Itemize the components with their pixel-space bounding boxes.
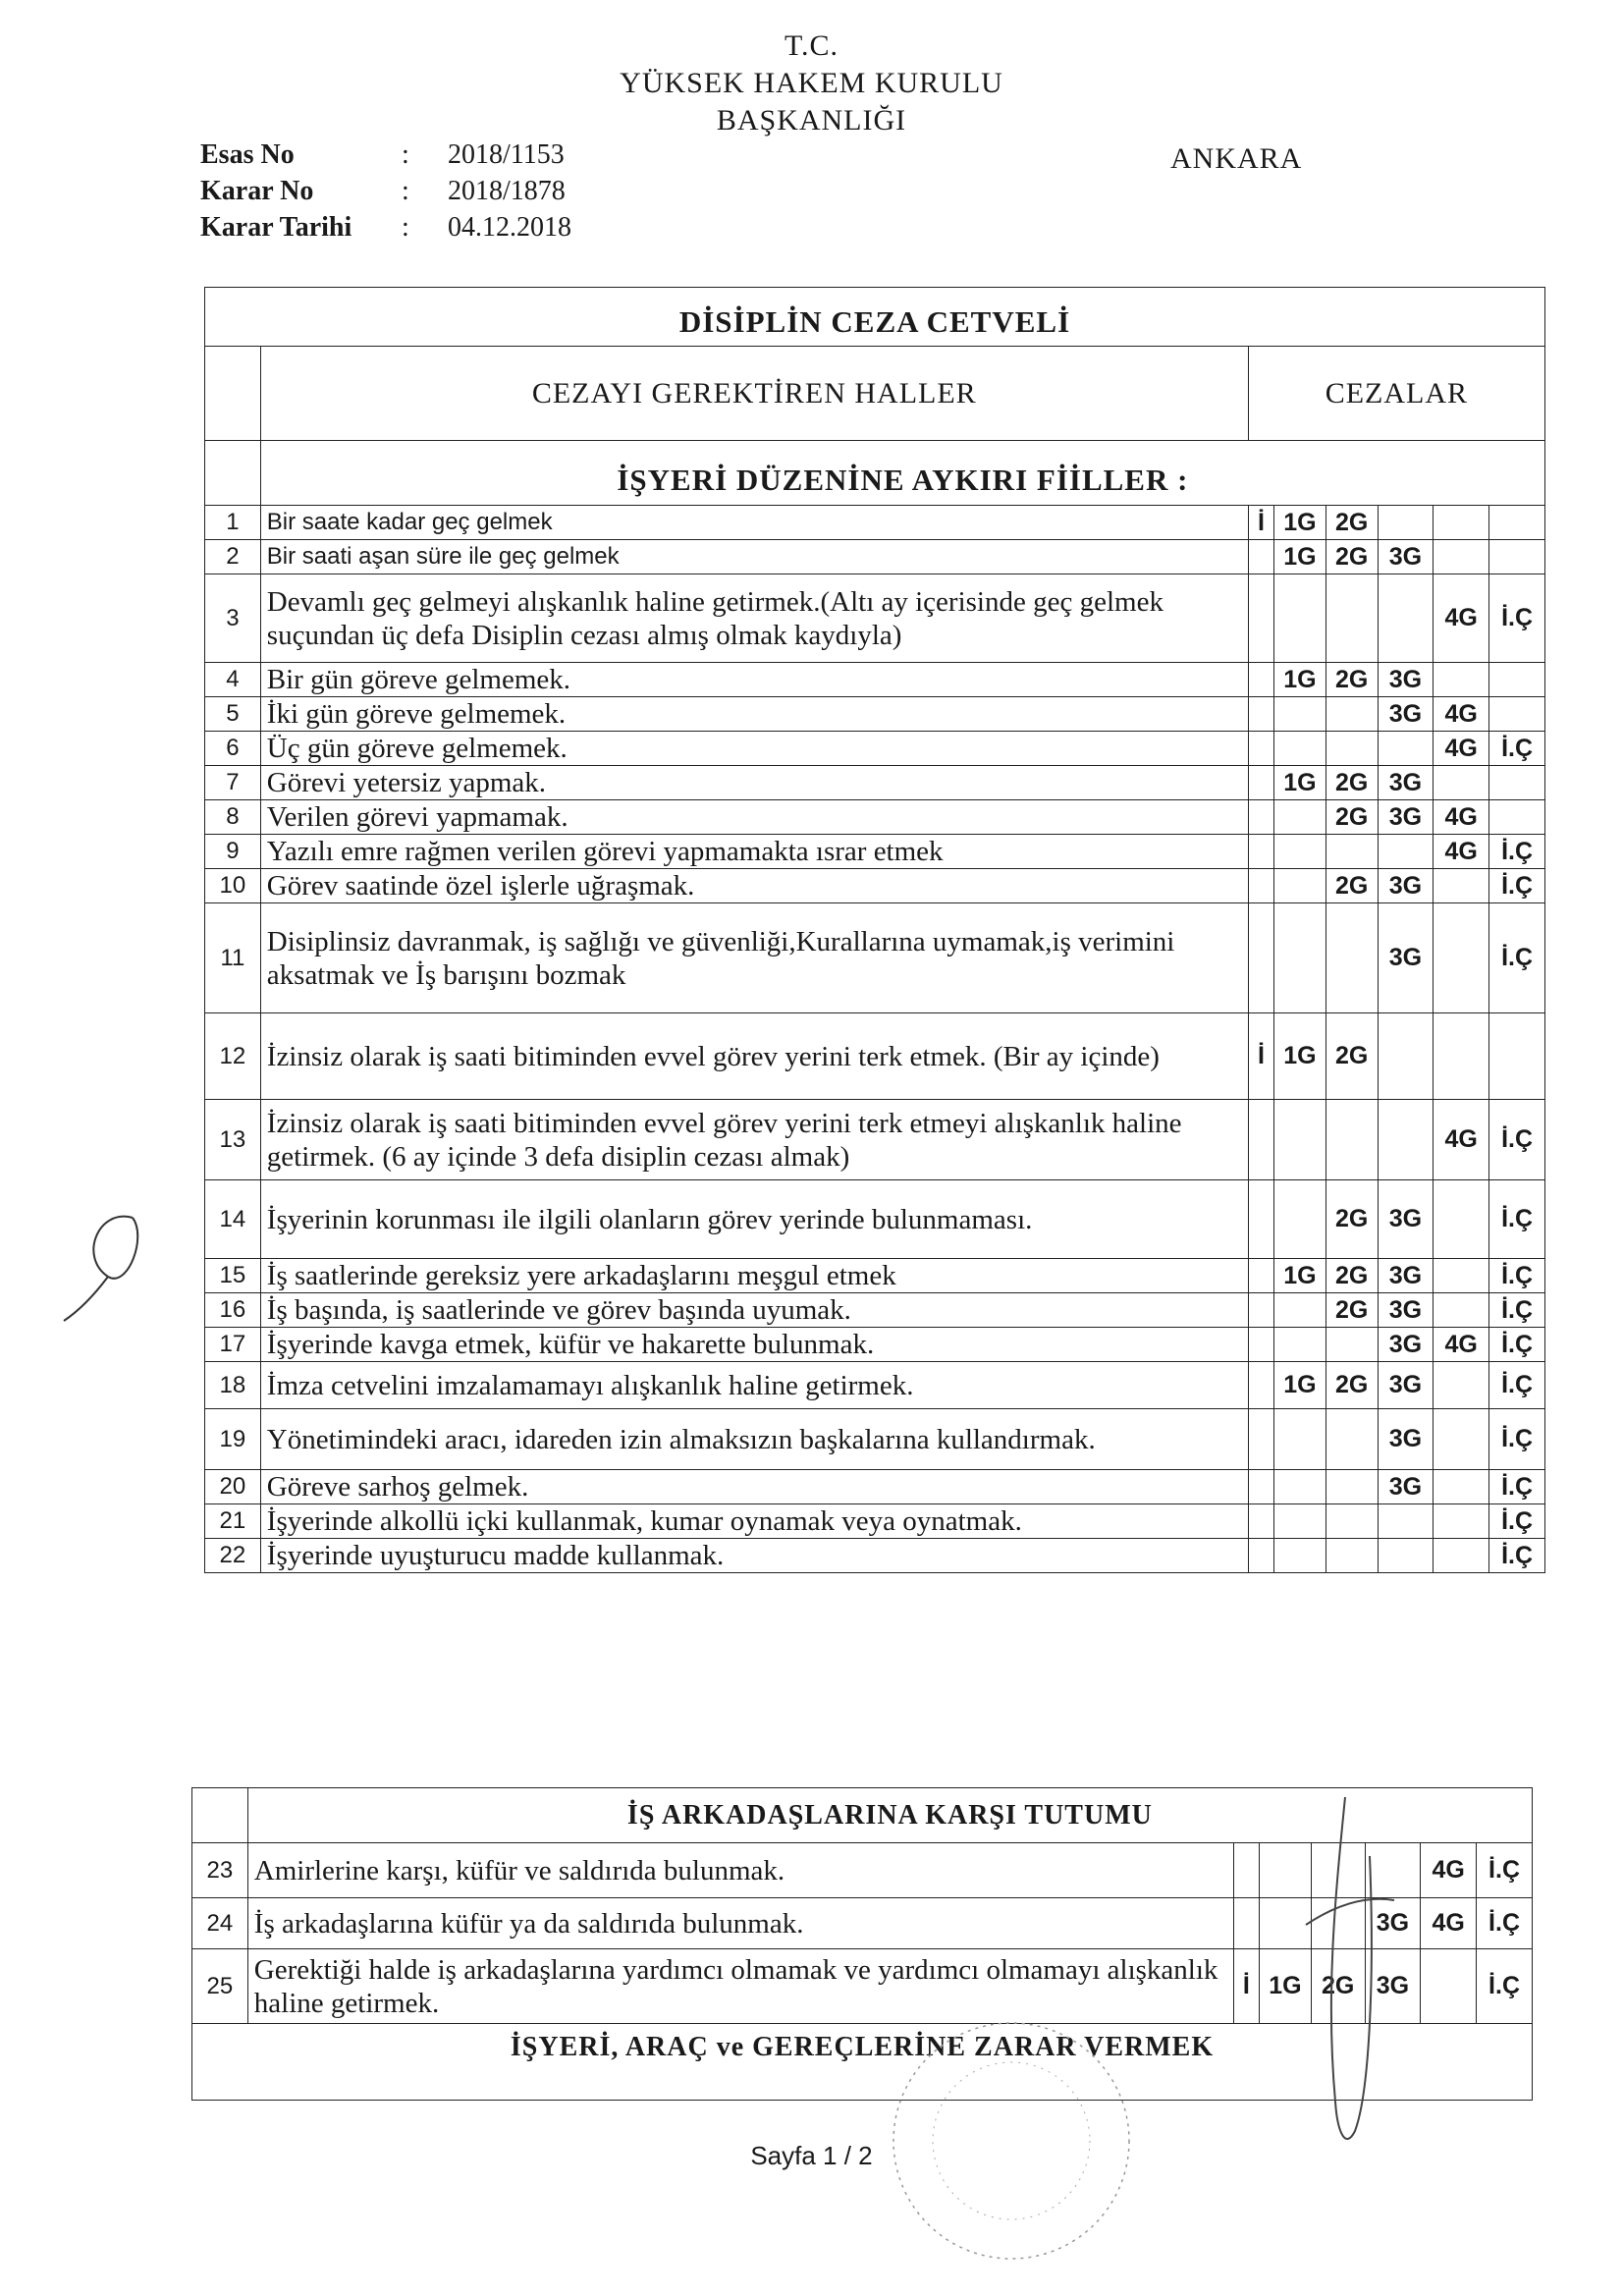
penalty-cell bbox=[1325, 1539, 1378, 1573]
penalty-cell bbox=[1378, 1539, 1434, 1573]
row-number: 14 bbox=[205, 1180, 261, 1259]
penalty-cell bbox=[1274, 697, 1326, 732]
penalty-cell: İ.Ç bbox=[1489, 574, 1545, 663]
penalty-cell bbox=[1325, 1100, 1378, 1180]
table-row bbox=[205, 1362, 1545, 1409]
penalty-cell: İ.Ç bbox=[1489, 1504, 1545, 1539]
penalty-cell bbox=[1489, 1013, 1545, 1100]
page-number: Sayfa 1 / 2 bbox=[750, 2141, 873, 2170]
penalty-cell: 4G bbox=[1421, 1898, 1477, 1949]
penalty-cell: 2G bbox=[1325, 869, 1378, 903]
penalty-cell bbox=[1248, 1293, 1273, 1328]
penalty-cell: İ.Ç bbox=[1489, 835, 1545, 869]
row-description: İzinsiz olarak iş saati bitiminden evvel görev yerini terk etmeyi alışkanlık haline getirmek. (6 ay içinde 3 defa disiplin cezası almak) bbox=[260, 1100, 1248, 1180]
penalty-cell: 4G bbox=[1421, 1843, 1477, 1898]
row-description: Görevi yetersiz yapmak. bbox=[260, 766, 1248, 800]
row-number: 8 bbox=[205, 800, 261, 835]
penalty-cell: 4G bbox=[1434, 1328, 1489, 1362]
row-description: Yazılı emre rağmen verilen görevi yapmamakta ısrar etmek bbox=[260, 835, 1248, 869]
penalty-cell bbox=[1434, 663, 1489, 697]
table-row bbox=[205, 835, 1545, 869]
table-row bbox=[205, 1409, 1545, 1470]
penalty-cell bbox=[1248, 732, 1273, 766]
penalty-cell bbox=[1378, 1013, 1434, 1100]
penalty-cell bbox=[1274, 1293, 1326, 1328]
header-presidency: BAŞKANLIĞI bbox=[716, 104, 907, 137]
penalty-cell bbox=[1434, 1293, 1489, 1328]
penalty-cell: İ.Ç bbox=[1477, 1843, 1533, 1898]
row-number: 24 bbox=[192, 1898, 248, 1949]
row-number: 15 bbox=[205, 1259, 261, 1293]
penalty-cell: 4G bbox=[1434, 1100, 1489, 1180]
penalty-cell: İ.Ç bbox=[1489, 1470, 1545, 1504]
penalty-cell: 2G bbox=[1311, 1949, 1365, 2024]
penalty-cell: 3G bbox=[1378, 1328, 1434, 1362]
meta-key: Karar No bbox=[200, 176, 314, 206]
penalty-cell: İ.Ç bbox=[1489, 1539, 1545, 1573]
penalty-cell bbox=[1248, 1504, 1273, 1539]
meta-value: 2018/1878 bbox=[448, 176, 566, 206]
penalty-cell bbox=[1248, 869, 1273, 903]
penalty-cell: 3G bbox=[1378, 1362, 1434, 1409]
table-title: DİSİPLİN CEZA CETVELİ bbox=[205, 288, 1545, 347]
section-empty-cell bbox=[205, 441, 261, 506]
penalty-cell: 3G bbox=[1378, 1293, 1434, 1328]
penalty-cell bbox=[1248, 540, 1273, 574]
header-city: ANKARA bbox=[1170, 142, 1303, 175]
penalty-cell: 3G bbox=[1378, 869, 1434, 903]
penalty-cell: 4G bbox=[1434, 574, 1489, 663]
penalty-cell: İ bbox=[1248, 1013, 1273, 1100]
penalty-cell bbox=[1274, 869, 1326, 903]
row-number: 12 bbox=[205, 1013, 261, 1100]
table-row bbox=[205, 1293, 1545, 1328]
penalty-cell bbox=[1434, 1470, 1489, 1504]
section-title-workplace-order: İŞYERİ DÜZENİNE AYKIRI FİİLLER : bbox=[260, 441, 1544, 506]
row-description: İş başında, iş saatlerinde ve görev başında uyumak. bbox=[260, 1293, 1248, 1328]
penalty-cell bbox=[1274, 903, 1326, 1013]
penalty-cell: 2G bbox=[1325, 1259, 1378, 1293]
table-row bbox=[205, 869, 1545, 903]
penalty-cell: 1G bbox=[1274, 1362, 1326, 1409]
row-number: 4 bbox=[205, 663, 261, 697]
penalty-cell: İ.Ç bbox=[1489, 903, 1545, 1013]
row-description: Verilen görevi yapmamak. bbox=[260, 800, 1248, 835]
penalty-cell: İ.Ç bbox=[1489, 1293, 1545, 1328]
table-row bbox=[205, 1504, 1545, 1539]
row-description: İşyerinde uyuşturucu madde kullanmak. bbox=[260, 1539, 1248, 1573]
meta-colon: : bbox=[402, 176, 409, 206]
row-number: 25 bbox=[192, 1949, 248, 2024]
signature-icon bbox=[1276, 1777, 1434, 2190]
penalty-cell bbox=[1248, 1328, 1273, 1362]
penalty-cell bbox=[1434, 903, 1489, 1013]
row-description: Görev saatinde özel işlerle uğraşmak. bbox=[260, 869, 1248, 903]
penalty-cell bbox=[1325, 903, 1378, 1013]
penalty-cell: 3G bbox=[1378, 1470, 1434, 1504]
penalty-cell: 3G bbox=[1378, 1180, 1434, 1259]
row-description: Bir gün göreve gelmemek. bbox=[260, 663, 1248, 697]
table-row bbox=[205, 1180, 1545, 1259]
row-description: Üç gün göreve gelmemek. bbox=[260, 732, 1248, 766]
meta-colon: : bbox=[402, 139, 409, 170]
penalty-cell bbox=[1274, 574, 1326, 663]
penalty-cell: 3G bbox=[1378, 800, 1434, 835]
row-number: 3 bbox=[205, 574, 261, 663]
penalty-cell: 3G bbox=[1378, 1409, 1434, 1470]
penalty-cell bbox=[1489, 697, 1545, 732]
penalty-cell: 4G bbox=[1434, 732, 1489, 766]
meta-esas-no bbox=[200, 139, 691, 173]
row-description: İmza cetvelini imzalamamayı alışkanlık haline getirmek. bbox=[260, 1362, 1248, 1409]
section-title-damage: İŞYERİ, ARAÇ ve GEREÇLERİNE ZARAR VERMEK bbox=[192, 2024, 1533, 2101]
penalty-cell: 1G bbox=[1274, 1013, 1326, 1100]
stamp-icon bbox=[864, 2003, 1159, 2278]
row-number: 13 bbox=[205, 1100, 261, 1180]
penalty-cell bbox=[1233, 1898, 1259, 1949]
row-number: 19 bbox=[205, 1409, 261, 1470]
penalty-cell: 2G bbox=[1325, 506, 1378, 540]
table-row bbox=[205, 574, 1545, 663]
row-number: 6 bbox=[205, 732, 261, 766]
penalty-cell bbox=[1378, 506, 1434, 540]
penalty-cell bbox=[1434, 1259, 1489, 1293]
penalty-cell bbox=[1248, 697, 1273, 732]
penalty-cell bbox=[1434, 506, 1489, 540]
penalty-cell: 1G bbox=[1274, 506, 1326, 540]
penalty-cell bbox=[1489, 766, 1545, 800]
row-description: İşyerinde kavga etmek, küfür ve hakarette bulunmak. bbox=[260, 1328, 1248, 1362]
penalty-cell: 3G bbox=[1378, 663, 1434, 697]
penalty-cell bbox=[1274, 1100, 1326, 1180]
penalty-cell bbox=[1378, 1504, 1434, 1539]
penalty-cell bbox=[1248, 800, 1273, 835]
row-description: Amirlerine karşı, küfür ve saldırıda bulunmak. bbox=[247, 1843, 1233, 1898]
penalty-cell: 4G bbox=[1434, 697, 1489, 732]
table-row bbox=[205, 1539, 1545, 1573]
penalty-cell: 2G bbox=[1325, 663, 1378, 697]
penalty-cell bbox=[1325, 574, 1378, 663]
header-institution: YÜKSEK HAKEM KURULU bbox=[620, 67, 1003, 99]
column-header-cases: CEZAYI GEREKTİREN HALLER bbox=[260, 347, 1248, 441]
penalty-cell: İ.Ç bbox=[1489, 869, 1545, 903]
penalty-cell: 1G bbox=[1274, 663, 1326, 697]
penalty-cell: İ bbox=[1233, 1949, 1259, 2024]
penalty-cell: İ.Ç bbox=[1489, 1362, 1545, 1409]
penalty-cell bbox=[1434, 1013, 1489, 1100]
penalty-cell bbox=[1248, 663, 1273, 697]
penalty-cell bbox=[1378, 835, 1434, 869]
meta-colon: : bbox=[402, 212, 409, 243]
row-description: İş arkadaşlarına küfür ya da saldırıda bulunmak. bbox=[247, 1898, 1233, 1949]
penalty-cell: İ.Ç bbox=[1489, 1409, 1545, 1470]
penalty-cell bbox=[1489, 663, 1545, 697]
penalty-cell bbox=[1325, 1409, 1378, 1470]
penalty-cell: 2G bbox=[1325, 1013, 1378, 1100]
penalty-cell: 3G bbox=[1378, 766, 1434, 800]
penalty-cell bbox=[1233, 1843, 1259, 1898]
penalty-cell: 3G bbox=[1378, 903, 1434, 1013]
meta-karar-tarihi bbox=[200, 212, 691, 246]
column-header-penalties: CEZALAR bbox=[1248, 347, 1544, 441]
penalty-cell: 3G bbox=[1378, 697, 1434, 732]
meta-value: 2018/1153 bbox=[448, 139, 565, 170]
penalty-cell bbox=[1434, 540, 1489, 574]
table-row bbox=[205, 903, 1545, 1013]
table-row bbox=[205, 697, 1545, 732]
penalty-cell bbox=[1434, 1409, 1489, 1470]
table-row bbox=[205, 1013, 1545, 1100]
row-description: Gerektiği halde iş arkadaşlarına yardımcı olmamak ve yardımcı olmamayı alışkanlık haline getirmek. bbox=[247, 1949, 1233, 2024]
row-description: İşyerinde alkollü içki kullanmak, kumar oynamak veya oynatmak. bbox=[260, 1504, 1248, 1539]
penalty-cell: 2G bbox=[1325, 1180, 1378, 1259]
penalty-cell: 2G bbox=[1325, 1293, 1378, 1328]
penalty-cell bbox=[1248, 1470, 1273, 1504]
penalty-cell bbox=[1325, 1470, 1378, 1504]
row-description: İşyerinin korunması ile ilgili olanların görev yerinde bulunmaması. bbox=[260, 1180, 1248, 1259]
penalty-cell: İ.Ç bbox=[1489, 1328, 1545, 1362]
penalty-cell: 1G bbox=[1274, 766, 1326, 800]
penalty-cell: 4G bbox=[1434, 800, 1489, 835]
penalty-cell bbox=[1325, 697, 1378, 732]
meta-karar-no bbox=[200, 176, 691, 209]
row-description: İki gün göreve gelmemek. bbox=[260, 697, 1248, 732]
row-number: 2 bbox=[205, 540, 261, 574]
penalty-cell bbox=[1248, 1409, 1273, 1470]
penalty-cell bbox=[1248, 1100, 1273, 1180]
row-description: Bir saate kadar geç gelmek bbox=[260, 506, 1248, 540]
table-row bbox=[205, 506, 1545, 540]
penalty-cell bbox=[1274, 800, 1326, 835]
section-title-colleagues: İŞ ARKADAŞLARINA KARŞI TUTUMU bbox=[247, 1788, 1532, 1843]
row-number: 7 bbox=[205, 766, 261, 800]
penalty-cell bbox=[1325, 1504, 1378, 1539]
penalty-cell bbox=[1274, 1180, 1326, 1259]
row-description: İzinsiz olarak iş saati bitiminden evvel görev yerini terk etmek. (Bir ay içinde) bbox=[260, 1013, 1248, 1100]
penalty-cell bbox=[1248, 1539, 1273, 1573]
penalty-cell: 3G bbox=[1378, 540, 1434, 574]
meta-key: Esas No bbox=[200, 139, 295, 170]
row-number: 16 bbox=[205, 1293, 261, 1328]
row-number: 11 bbox=[205, 903, 261, 1013]
penalty-cell: 2G bbox=[1325, 1362, 1378, 1409]
table-row bbox=[205, 663, 1545, 697]
penalty-cell bbox=[1378, 574, 1434, 663]
penalty-cell: 3G bbox=[1365, 1949, 1421, 2024]
penalty-cell: İ.Ç bbox=[1489, 732, 1545, 766]
row-number: 10 bbox=[205, 869, 261, 903]
row-description: Yönetimindeki aracı, idareden izin almaksızın başkalarına kullandırmak. bbox=[260, 1409, 1248, 1470]
penalty-cell bbox=[1434, 1504, 1489, 1539]
penalty-cell: İ.Ç bbox=[1489, 1259, 1545, 1293]
penalty-cell: 2G bbox=[1325, 800, 1378, 835]
penalty-cell bbox=[1274, 1539, 1326, 1573]
penalty-cell bbox=[1248, 903, 1273, 1013]
penalty-cell bbox=[1248, 1180, 1273, 1259]
penalty-cell: İ.Ç bbox=[1489, 1100, 1545, 1180]
meta-key: Karar Tarihi bbox=[200, 212, 352, 243]
penalty-cell: 1G bbox=[1274, 1259, 1326, 1293]
penalty-cell bbox=[1274, 732, 1326, 766]
row-number: 22 bbox=[205, 1539, 261, 1573]
row-number: 18 bbox=[205, 1362, 261, 1409]
meta-value: 04.12.2018 bbox=[448, 212, 571, 243]
row-description: Göreve sarhoş gelmek. bbox=[260, 1470, 1248, 1504]
penalty-cell: İ bbox=[1248, 506, 1273, 540]
penalty-cell: 1G bbox=[1260, 1949, 1312, 2024]
penalty-cell bbox=[1248, 1259, 1273, 1293]
row-description: Disiplinsiz davranmak, iş sağlığı ve güvenliği,Kurallarına uymamak,iş verimini aksatmak ve İş barışını bozmak bbox=[260, 903, 1248, 1013]
penalty-cell: 4G bbox=[1434, 835, 1489, 869]
penalty-cell: 1G bbox=[1274, 540, 1326, 574]
row-number: 9 bbox=[205, 835, 261, 869]
penalty-cell bbox=[1434, 766, 1489, 800]
penalty-cell bbox=[1434, 1362, 1489, 1409]
handwritten-mark-icon bbox=[39, 1198, 157, 1336]
penalty-cell bbox=[1489, 800, 1545, 835]
penalty-cell: İ.Ç bbox=[1477, 1949, 1533, 2024]
row-number: 5 bbox=[205, 697, 261, 732]
penalty-cell bbox=[1248, 766, 1273, 800]
penalty-cell bbox=[1489, 506, 1545, 540]
table-row bbox=[205, 766, 1545, 800]
penalty-cell: 2G bbox=[1325, 766, 1378, 800]
case-meta bbox=[200, 139, 691, 247]
penalty-cell bbox=[1378, 1100, 1434, 1180]
table-row bbox=[205, 1470, 1545, 1504]
penalty-cell bbox=[1248, 835, 1273, 869]
row-number: 21 bbox=[205, 1504, 261, 1539]
row-number: 1 bbox=[205, 506, 261, 540]
penalty-cell bbox=[1325, 835, 1378, 869]
penalty-cell bbox=[1274, 835, 1326, 869]
table-row bbox=[205, 540, 1545, 574]
table-row bbox=[205, 800, 1545, 835]
penalty-cell: İ.Ç bbox=[1489, 1180, 1545, 1259]
table-row bbox=[205, 1100, 1545, 1180]
header-empty-cell bbox=[205, 347, 261, 441]
penalty-cell bbox=[1274, 1504, 1326, 1539]
penalty-cell: İ.Ç bbox=[1477, 1898, 1533, 1949]
penalty-cell bbox=[1248, 574, 1273, 663]
penalty-cell bbox=[1434, 1539, 1489, 1573]
section-empty-cell bbox=[192, 1788, 248, 1843]
penalty-cell bbox=[1325, 732, 1378, 766]
penalty-cell: 2G bbox=[1325, 540, 1378, 574]
penalty-cell bbox=[1248, 1362, 1273, 1409]
row-number: 20 bbox=[205, 1470, 261, 1504]
row-number: 17 bbox=[205, 1328, 261, 1362]
penalty-cell bbox=[1434, 1180, 1489, 1259]
penalty-cell bbox=[1274, 1409, 1326, 1470]
table-row bbox=[205, 1259, 1545, 1293]
row-number: 23 bbox=[192, 1843, 248, 1898]
table-row bbox=[205, 1328, 1545, 1362]
header-tc: T.C. bbox=[784, 29, 839, 62]
penalty-cell bbox=[1274, 1470, 1326, 1504]
penalty-cell bbox=[1378, 732, 1434, 766]
penalty-cell: 3G bbox=[1378, 1259, 1434, 1293]
table-row bbox=[205, 732, 1545, 766]
penalty-cell bbox=[1434, 869, 1489, 903]
penalty-cell bbox=[1325, 1328, 1378, 1362]
penalty-cell bbox=[1489, 540, 1545, 574]
row-description: Devamlı geç gelmeyi alışkanlık haline getirmek.(Altı ay içerisinde geç gelmek suçundan üç defa Disiplin cezası almış olmak kaydıyla) bbox=[260, 574, 1248, 663]
row-description: Bir saati aşan süre ile geç gelmek bbox=[260, 540, 1248, 574]
penalty-table bbox=[204, 287, 1545, 1573]
row-description: İş saatlerinde gereksiz yere arkadaşlarını meşgul etmek bbox=[260, 1259, 1248, 1293]
penalty-cell: 3G bbox=[1365, 1898, 1421, 1949]
penalty-cell bbox=[1274, 1328, 1326, 1362]
